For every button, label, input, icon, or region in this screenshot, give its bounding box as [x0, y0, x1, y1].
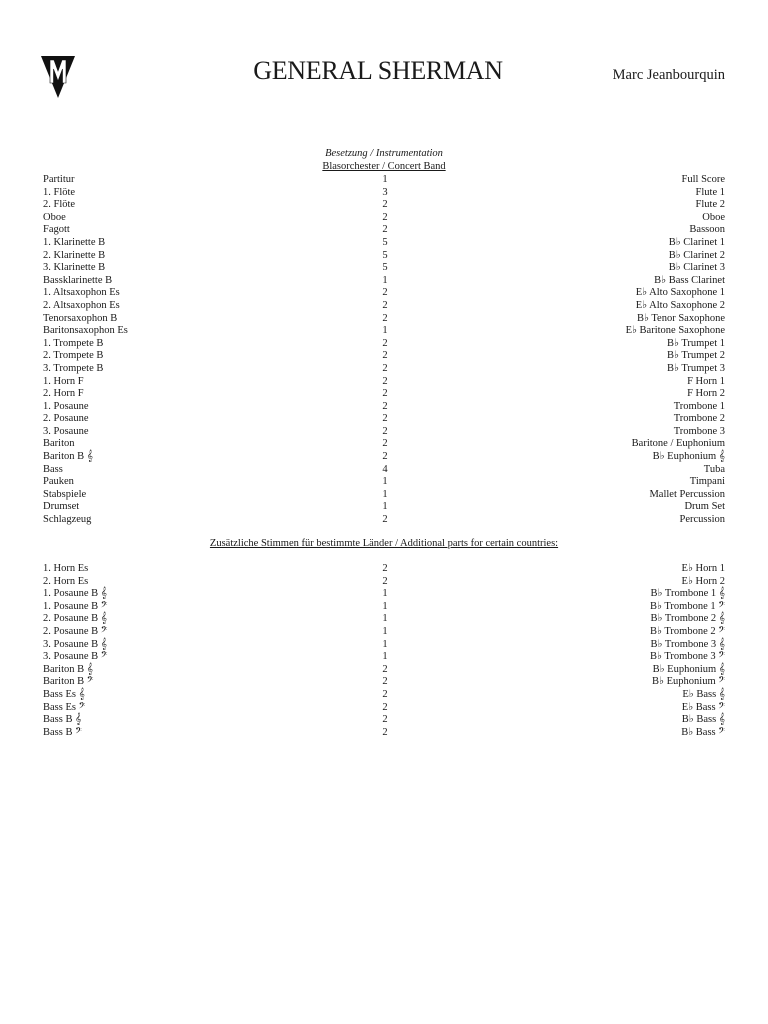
part-quantity: 2: [382, 224, 388, 236]
part-name-english: Oboe: [702, 211, 725, 223]
part-row: [43, 438, 725, 451]
part-row: [43, 651, 725, 664]
part-name-english: Drum Set: [684, 501, 725, 513]
part-row: [43, 613, 725, 626]
part-name-german: 1. Klarinette B: [43, 236, 106, 248]
part-row: [43, 576, 725, 589]
part-name-german: Bass Es 𝄞: [43, 688, 85, 700]
part-name-english: B♭ Trumpet 2: [666, 350, 725, 362]
part-name-english: B♭ Trombone 3 𝄢: [649, 651, 725, 663]
part-name-english: B♭ Euphonium 𝄢: [652, 676, 725, 688]
part-name-english: B♭ Tenor Saxophone: [636, 312, 725, 324]
part-row: [43, 514, 725, 527]
part-quantity: 2: [382, 438, 388, 450]
part-row: [43, 501, 725, 514]
part-name-german: Oboe: [43, 211, 66, 223]
part-quantity: 1: [382, 600, 388, 612]
part-quantity: 1: [382, 651, 388, 663]
part-name-english: Mallet Percussion: [649, 488, 725, 500]
part-name-english: B♭ Bass Clarinet: [654, 274, 725, 286]
part-name-german: 2. Horn Es: [43, 575, 89, 587]
additional-parts-heading: Zusätzliche Stimmen für bestimmte Länder / Additional parts for certain countries:: [209, 538, 559, 549]
part-row: [43, 224, 725, 237]
part-row: [43, 287, 725, 300]
part-name-german: 1. Posaune B 𝄢: [43, 600, 108, 612]
part-quantity: 1: [382, 588, 388, 600]
part-row: [43, 676, 725, 689]
part-quantity: 5: [382, 236, 388, 248]
part-quantity: 2: [382, 299, 388, 311]
part-quantity: 2: [382, 563, 388, 574]
part-row: [43, 363, 725, 376]
part-name-english: E♭ Horn 1: [681, 563, 725, 574]
part-row: [43, 563, 725, 576]
part-name-german: Bass: [43, 463, 63, 475]
part-name-german: Bariton B 𝄞: [43, 663, 93, 675]
ensemble-subheading: Blasorchester / Concert Band: [322, 160, 446, 172]
part-row: [43, 338, 725, 351]
part-name-english: Trombone 1: [673, 400, 725, 412]
part-quantity: 2: [382, 575, 388, 587]
part-quantity: 1: [382, 174, 388, 185]
part-name-english: Tuba: [703, 463, 725, 475]
part-row: [43, 476, 725, 489]
part-name-german: 1. Trompete B: [43, 337, 104, 349]
part-name-english: B♭ Trombone 1 𝄢: [649, 600, 725, 612]
instrumentation-header: [0, 148, 768, 173]
part-name-english: Bassoon: [689, 224, 725, 236]
part-name-english: E♭ Alto Saxophone 2: [635, 299, 725, 311]
part-quantity: 5: [382, 262, 388, 274]
part-name-german: Drumset: [43, 501, 80, 513]
part-quantity: 1: [382, 625, 388, 637]
part-name-english: Trombone 3: [673, 425, 725, 437]
part-name-english: Full Score: [681, 174, 725, 185]
part-name-german: 3. Posaune B 𝄞: [43, 638, 107, 650]
part-row: [43, 313, 725, 326]
part-name-english: E♭ Alto Saxophone 1: [635, 287, 725, 299]
part-row: [43, 300, 725, 313]
part-row: [43, 413, 725, 426]
part-quantity: 2: [382, 714, 388, 726]
part-name-english: B♭ Bass 𝄢: [681, 726, 725, 738]
part-name-german: Bariton B 𝄞: [43, 451, 93, 463]
part-row: [43, 639, 725, 652]
part-quantity: 1: [382, 274, 388, 286]
part-name-german: 3. Klarinette B: [43, 262, 106, 274]
part-name-english: B♭ Trombone 1 𝄞: [650, 588, 725, 600]
instrumentation-heading: Besetzung / Instrumentation: [325, 148, 443, 159]
part-row: [43, 451, 725, 464]
part-name-german: Bass B 𝄢: [43, 726, 82, 738]
part-quantity: 2: [382, 514, 388, 526]
part-name-german: Bass Es 𝄢: [43, 701, 86, 713]
part-name-german: 1. Horn F: [43, 375, 84, 387]
part-row: [43, 199, 725, 212]
part-name-german: 1. Horn Es: [43, 563, 89, 574]
part-name-german: Stabspiele: [43, 488, 87, 500]
part-quantity: 5: [382, 249, 388, 261]
part-quantity: 2: [382, 211, 388, 223]
part-quantity: 2: [382, 337, 388, 349]
part-row: [43, 174, 725, 187]
part-row: [43, 275, 725, 288]
part-name-german: 2. Altsaxophon Es: [43, 299, 120, 311]
part-row: [43, 262, 725, 275]
part-name-english: B♭ Trumpet 3: [666, 362, 725, 374]
part-row: [43, 325, 725, 338]
part-row: [43, 401, 725, 414]
part-row: [43, 601, 725, 614]
part-name-german: 2. Horn F: [43, 388, 84, 400]
part-name-german: Tenorsaxophon B: [43, 312, 118, 324]
part-quantity: 1: [382, 488, 388, 500]
part-row: [43, 702, 725, 715]
part-name-english: Flute 1: [695, 186, 725, 198]
part-name-english: E♭ Baritone Saxophone: [625, 325, 725, 337]
additional-parts-list: [43, 563, 725, 739]
part-row: [43, 689, 725, 702]
part-quantity: 4: [382, 463, 388, 475]
part-row: [43, 714, 725, 727]
part-quantity: 1: [382, 325, 388, 337]
part-name-english: Trombone 2: [673, 413, 725, 425]
part-name-english: Timpani: [689, 476, 725, 488]
part-name-english: Percussion: [679, 514, 725, 526]
part-name-english: E♭ Bass 𝄞: [682, 688, 725, 700]
part-row: [43, 588, 725, 601]
part-name-german: Baritonsaxophon Es: [43, 325, 128, 337]
part-quantity: 2: [382, 388, 388, 400]
part-row: [43, 727, 725, 740]
part-name-english: B♭ Clarinet 1: [668, 236, 725, 248]
part-name-english: E♭ Bass 𝄢: [681, 701, 725, 713]
part-name-german: 2. Posaune B 𝄞: [43, 613, 107, 625]
part-name-german: Pauken: [43, 476, 74, 488]
part-quantity: 3: [382, 186, 388, 198]
part-quantity: 2: [382, 451, 388, 463]
part-name-english: B♭ Bass 𝄞: [681, 714, 725, 726]
composer-name: Marc Jeanbourquin: [612, 67, 725, 83]
part-quantity: 1: [382, 501, 388, 513]
part-name-german: 2. Posaune B 𝄢: [43, 625, 108, 637]
part-name-english: B♭ Trumpet 1: [666, 337, 725, 349]
part-name-german: 1. Altsaxophon Es: [43, 287, 120, 299]
part-quantity: 2: [382, 726, 388, 738]
part-quantity: 1: [382, 476, 388, 488]
part-row: [43, 250, 725, 263]
part-name-english: Flute 2: [695, 199, 725, 211]
part-name-english: B♭ Trombone 2 𝄢: [649, 625, 725, 637]
part-quantity: 2: [382, 375, 388, 387]
part-name-english: B♭ Clarinet 3: [668, 262, 725, 274]
part-row: [43, 664, 725, 677]
part-name-german: Bariton B 𝄢: [43, 676, 94, 688]
part-name-english: Baritone / Euphonium: [631, 438, 725, 450]
part-name-english: B♭ Clarinet 2: [668, 249, 725, 261]
part-name-german: Partitur: [43, 174, 75, 185]
part-quantity: 2: [382, 312, 388, 324]
part-quantity: 1: [382, 638, 388, 650]
part-row: [43, 626, 725, 639]
part-name-german: Schlagzeug: [43, 514, 92, 526]
part-quantity: 2: [382, 701, 388, 713]
part-name-german: 3. Posaune B 𝄢: [43, 651, 108, 663]
part-name-german: 1. Flöte: [43, 186, 76, 198]
part-name-german: 2. Flöte: [43, 199, 76, 211]
part-row: [43, 237, 725, 250]
part-quantity: 1: [382, 613, 388, 625]
part-quantity: 2: [382, 400, 388, 412]
part-name-german: 2. Trompete B: [43, 350, 104, 362]
part-row: [43, 388, 725, 401]
part-name-german: Bariton: [43, 438, 75, 450]
part-quantity: 2: [382, 199, 388, 211]
part-row: [43, 426, 725, 439]
part-name-english: F Horn 2: [687, 388, 725, 400]
part-row: [43, 212, 725, 225]
part-name-german: Fagott: [43, 224, 70, 236]
part-name-german: 2. Posaune: [43, 413, 89, 425]
part-name-german: Bassklarinette B: [43, 274, 113, 286]
instrumentation-list: [43, 174, 725, 527]
part-row: [43, 489, 725, 502]
part-name-english: B♭ Euphonium 𝄞: [652, 663, 725, 675]
part-quantity: 2: [382, 413, 388, 425]
part-row: [43, 187, 725, 200]
part-name-english: F Horn 1: [687, 375, 725, 387]
part-name-english: B♭ Euphonium 𝄞: [652, 451, 725, 463]
part-row: [43, 464, 725, 477]
part-name-english: E♭ Horn 2: [681, 575, 725, 587]
part-quantity: 2: [382, 350, 388, 362]
piece-title: GENERAL SHERMAN: [253, 56, 503, 85]
part-name-german: 2. Klarinette B: [43, 249, 106, 261]
part-name-english: B♭ Trombone 3 𝄞: [650, 638, 725, 650]
part-quantity: 2: [382, 676, 388, 688]
part-quantity: 2: [382, 425, 388, 437]
part-name-german: Bass B 𝄞: [43, 714, 82, 726]
part-row: [43, 350, 725, 363]
part-row: [43, 376, 725, 389]
part-name-german: 1. Posaune: [43, 400, 89, 412]
part-quantity: 2: [382, 362, 388, 374]
part-quantity: 2: [382, 287, 388, 299]
part-quantity: 2: [382, 663, 388, 675]
part-name-german: 1. Posaune B 𝄞: [43, 588, 107, 600]
part-name-german: 3. Posaune: [43, 425, 89, 437]
part-name-english: B♭ Trombone 2 𝄞: [650, 613, 725, 625]
part-quantity: 2: [382, 688, 388, 700]
part-name-german: 3. Trompete B: [43, 362, 104, 374]
